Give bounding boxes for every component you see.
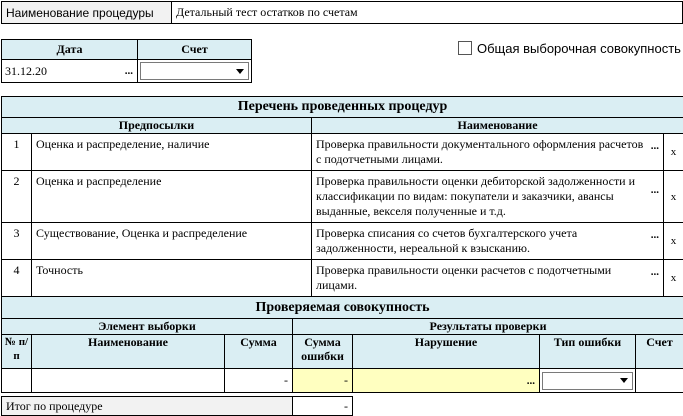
premise-cell: Точность <box>32 260 312 297</box>
error-type-column-header: Тип ошибки <box>540 335 636 369</box>
date-picker-button[interactable]: ... <box>124 65 133 77</box>
procedures-table <box>1 96 683 297</box>
total-table <box>1 396 353 416</box>
procedure-name-value: Детальный тест остатков по счетам <box>172 2 683 24</box>
edit-procedure-button[interactable]: ... <box>650 140 659 152</box>
violation-field[interactable] <box>353 369 540 393</box>
chevron-down-icon[interactable] <box>620 378 628 383</box>
date-field[interactable] <box>2 60 138 83</box>
population-row <box>2 369 683 393</box>
row-number: 3 <box>2 223 32 260</box>
num-column-header: № п/п <box>2 335 32 369</box>
edit-procedure-button[interactable]: ... <box>650 266 659 278</box>
total-population-checkbox[interactable] <box>458 41 472 55</box>
total-label: Итог по процедуре <box>2 397 293 416</box>
premise-cell: Оценка и распределение <box>32 171 312 223</box>
name-column-header: Наименование <box>312 118 683 134</box>
sample-element-header: Элемент выборки <box>2 319 293 335</box>
total-value: - <box>293 397 353 416</box>
edit-procedure-button[interactable]: ... <box>650 184 659 196</box>
row-number <box>2 369 32 393</box>
edit-procedure-button[interactable]: ... <box>650 229 659 241</box>
delete-row-button[interactable]: x <box>664 134 683 171</box>
premises-column-header: Предпосылки <box>2 118 312 134</box>
account-cell <box>138 60 252 83</box>
sum-field[interactable]: - <box>225 369 293 393</box>
procedure-row <box>2 171 683 223</box>
procedure-name-cell: Проверка правильности оценки дебиторской задолженности и классификации по видам: покупатели и заказчики, авансы выданные, векселя полученные и т.д. ... <box>312 171 664 223</box>
total-population-label: Общая выборочная совокупность <box>477 40 681 56</box>
check-results-header: Результаты проверки <box>293 319 683 335</box>
account-field[interactable] <box>636 369 683 393</box>
sum-column-header: Сумма <box>225 335 293 369</box>
error-sum-column-header: Сумма ошибки <box>293 335 353 369</box>
procedure-row <box>2 223 683 260</box>
date-value: 31.12.20 <box>5 63 47 78</box>
row-number: 1 <box>2 134 32 171</box>
procedure-name-cell: Проверка правильности оценки расчетов с подотчетными лицами. ... <box>312 260 664 297</box>
chevron-down-icon[interactable] <box>236 69 244 74</box>
delete-row-button[interactable]: x <box>664 171 683 223</box>
row-number: 2 <box>2 171 32 223</box>
procedure-name-label: Наименование процедуры <box>2 2 172 24</box>
premise-cell: Оценка и распределение, наличие <box>32 134 312 171</box>
procedure-name-cell: Проверка правильности документального оформления расчетов с подотчетными лицами. ... <box>312 134 664 171</box>
procedure-name-table <box>1 1 683 24</box>
error-type-cell <box>540 369 636 393</box>
error-sum-field[interactable]: - <box>293 369 353 393</box>
error-type-select[interactable] <box>542 372 633 390</box>
element-name-field[interactable] <box>32 369 225 393</box>
procedure-row <box>2 260 683 297</box>
account-header: Счет <box>138 40 252 60</box>
delete-row-button[interactable]: x <box>664 260 683 297</box>
procedures-title: Перечень проведенных процедур <box>2 97 683 118</box>
account-column-header: Счет <box>636 335 683 369</box>
procedure-name-cell: Проверка списания со счетов бухгалтерского учета задолженности, нереальной к взысканию. ... <box>312 223 664 260</box>
premise-cell: Существование, Оценка и распределение <box>32 223 312 260</box>
population-table <box>1 296 683 393</box>
filter-table <box>1 39 252 83</box>
row-number: 4 <box>2 260 32 297</box>
violation-column-header: Нарушение <box>353 335 540 369</box>
population-title: Проверяемая совокупность <box>2 297 683 319</box>
procedure-row <box>2 134 683 171</box>
violation-picker-button[interactable]: ... <box>526 374 535 387</box>
date-header: Дата <box>2 40 138 60</box>
delete-row-button[interactable]: x <box>664 223 683 260</box>
element-name-column-header: Наименование <box>32 335 225 369</box>
account-select[interactable] <box>140 62 249 80</box>
total-population-option[interactable] <box>458 40 681 56</box>
